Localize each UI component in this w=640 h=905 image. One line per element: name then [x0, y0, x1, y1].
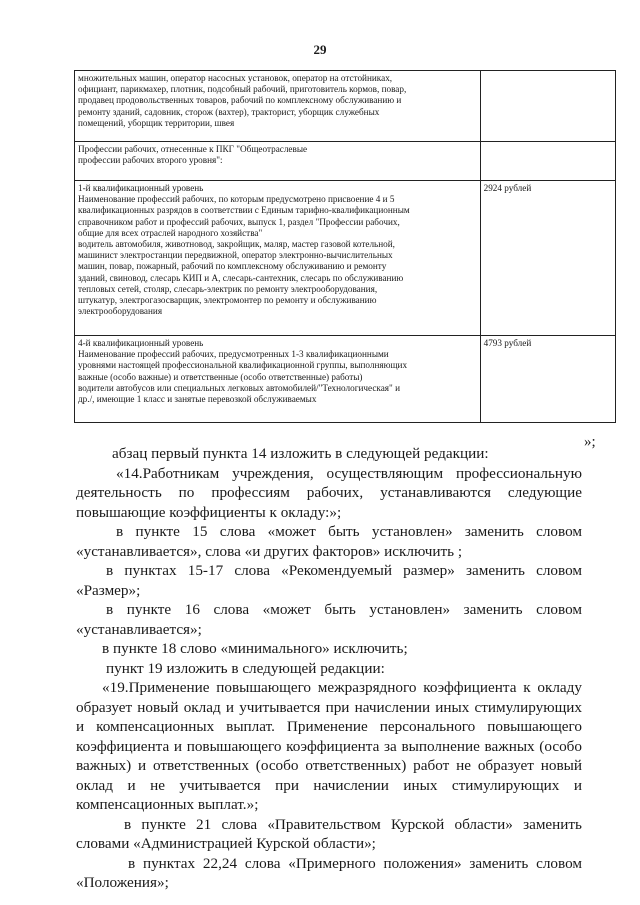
table-row: [75, 336, 616, 423]
cell-line: водитель автомобиля, животновод, закройщик, маляр, мастер газовой котельной,: [78, 239, 395, 250]
paragraph-line: и компенсационных выплат. Применение персонального повышающего: [76, 718, 582, 735]
paragraph-line: образует новый оклад и учитывается при начислении иных стимулирующих: [76, 698, 582, 716]
document-body: [76, 444, 582, 893]
paragraph-line: «Положения»;: [76, 874, 169, 891]
cell-line: тепловых сетей, столяр, слесарь-электрик по ремонту электрооборудования,: [78, 283, 378, 294]
cell-line: Наименование профессий рабочих, по которым предусмотрено присвоение 4 и 5: [78, 194, 395, 205]
paragraph-line: важных) и ответственных (особо ответственных) работ не образует новый: [76, 757, 582, 774]
paragraph-line: в пунктах 15-17 слова «Рекомендуемый размер» заменить словом: [106, 562, 582, 579]
closing-quote: »;: [584, 434, 596, 450]
paragraph-line: «устанавливается»;: [76, 620, 202, 638]
cell-line: 1-й квалификационный уровень: [78, 183, 204, 193]
page-number: 29: [313, 42, 327, 57]
table-cell-salary: 2924 рублей: [480, 181, 615, 336]
table-cell-description: [75, 181, 481, 336]
paragraph-line: в пункте 15 слова «может быть установлен» заменить словом: [116, 523, 582, 540]
paragraph-line: компенсационных выплат.»;: [76, 796, 259, 813]
table-row: [75, 71, 616, 142]
cell-line: профессии рабочих второго уровня":: [78, 155, 223, 166]
cell-line: важные (особо важные) и ответственные (особо ответственные) работы): [78, 371, 363, 382]
cell-line: машин, повар, пожарный, рабочий по комплексному обслуживанию и ремонту: [78, 261, 387, 272]
cell-line: электрооборудования: [78, 306, 163, 317]
paragraph-line: повышающие коэффициенты к окладу:»;: [76, 503, 342, 521]
cell-line: Наименование профессий рабочих, предусмотренных 1-3 квалификационными: [78, 349, 389, 360]
table-cell-description: [75, 71, 481, 142]
cell-line: ремонту зданий, садовник, сторож (вахтер), тракторист, уборщик служебных: [78, 106, 380, 117]
paragraph-line: абзац первый пункта 14 изложить в следующей редакции:: [112, 445, 489, 462]
table-cell-description: [75, 142, 481, 181]
paragraph-line: в пункте 18 слово «минимального» исключить;: [102, 640, 408, 657]
paragraph-line: оклад и не учитывается при начислении иных стимулирующих и: [76, 776, 582, 794]
table-row: [75, 181, 616, 336]
table-cell-salary: [480, 142, 615, 181]
cell-line: водители автобусов или специальных легковых автомобилей/"Технологическая" и: [78, 382, 400, 393]
table-cell-description: [75, 336, 481, 423]
cell-line: квалификационных разрядов в соответствии с Единым тарифно-квалификационным: [78, 205, 410, 216]
paragraph-line: «устанавливается», слова «и других факторов» исключить ;: [76, 542, 463, 560]
paragraph-line: пункт 19 изложить в следующей редакции:: [106, 659, 385, 677]
table-cell-salary: 4793 рублей: [480, 336, 615, 423]
cell-line: др./, имеющие 1 класс и занятые перевозкой обслуживаемых: [78, 394, 317, 405]
table-row: [75, 142, 616, 181]
paragraph-line: в пункте 21 слова «Правительством Курской области» заменить: [124, 815, 582, 833]
cell-line: зданий, свиновод, слесарь КИП и А, слесарь-сантехник, слесарь по обслуживанию: [78, 272, 404, 283]
paragraph-line: «Размер»;: [76, 581, 141, 599]
salary-table: [74, 70, 616, 423]
paragraph-line: деятельность по профессиям рабочих, устанавливаются следующие: [76, 484, 582, 501]
cell-line: 4-й квалификационный уровень: [78, 338, 204, 348]
cell-line: множительных машин, оператор насосных установок, оператор на отстойниках,: [78, 73, 393, 83]
paragraph-line: словами «Администрацией Курской области»;: [76, 835, 376, 852]
cell-line: справочником работ и профессий рабочих, выпуск 1, раздел "Профессии рабочих,: [78, 216, 400, 227]
paragraph-line: «14.Работникам учреждения, осуществляющим профессиональную: [116, 464, 582, 482]
cell-line: продавец продовольственных товаров, рабочий по комплексному обслуживанию и: [78, 95, 402, 106]
cell-line: машинист электростанции передвижной, оператор электронно-вычислительных: [78, 250, 393, 261]
cell-line: общие для всех отраслей народного хозяйства": [78, 227, 263, 238]
cell-line: помещений, уборщик территории, швея: [78, 117, 235, 128]
paragraph-line: коэффициента и повышающего коэффициента за выполнение важных (особо: [76, 737, 582, 755]
cell-line: уровнями настоящей профессиональной квалификационной группы, выполняющих: [78, 360, 408, 371]
cell-line: штукатур, электрогазосварщик, электромонтер по ремонту и обслуживанию: [78, 295, 377, 306]
table-cell-salary: [480, 71, 615, 142]
paragraph-line: в пункте 16 слова «может быть установлен» заменить словом: [106, 601, 582, 618]
cell-line: Профессии рабочих, отнесенные к ПКГ "Общеотраслевые: [78, 144, 308, 154]
cell-line: официант, парикмахер, плотник, подсобный рабочий, приготовитель кормов, повар,: [78, 84, 407, 95]
paragraph-line: «19.Применение повышающего межразрядного коэффициента к окладу: [102, 679, 582, 696]
paragraph-line: в пунктах 22,24 слова «Примерного положения» заменить словом: [128, 854, 582, 872]
